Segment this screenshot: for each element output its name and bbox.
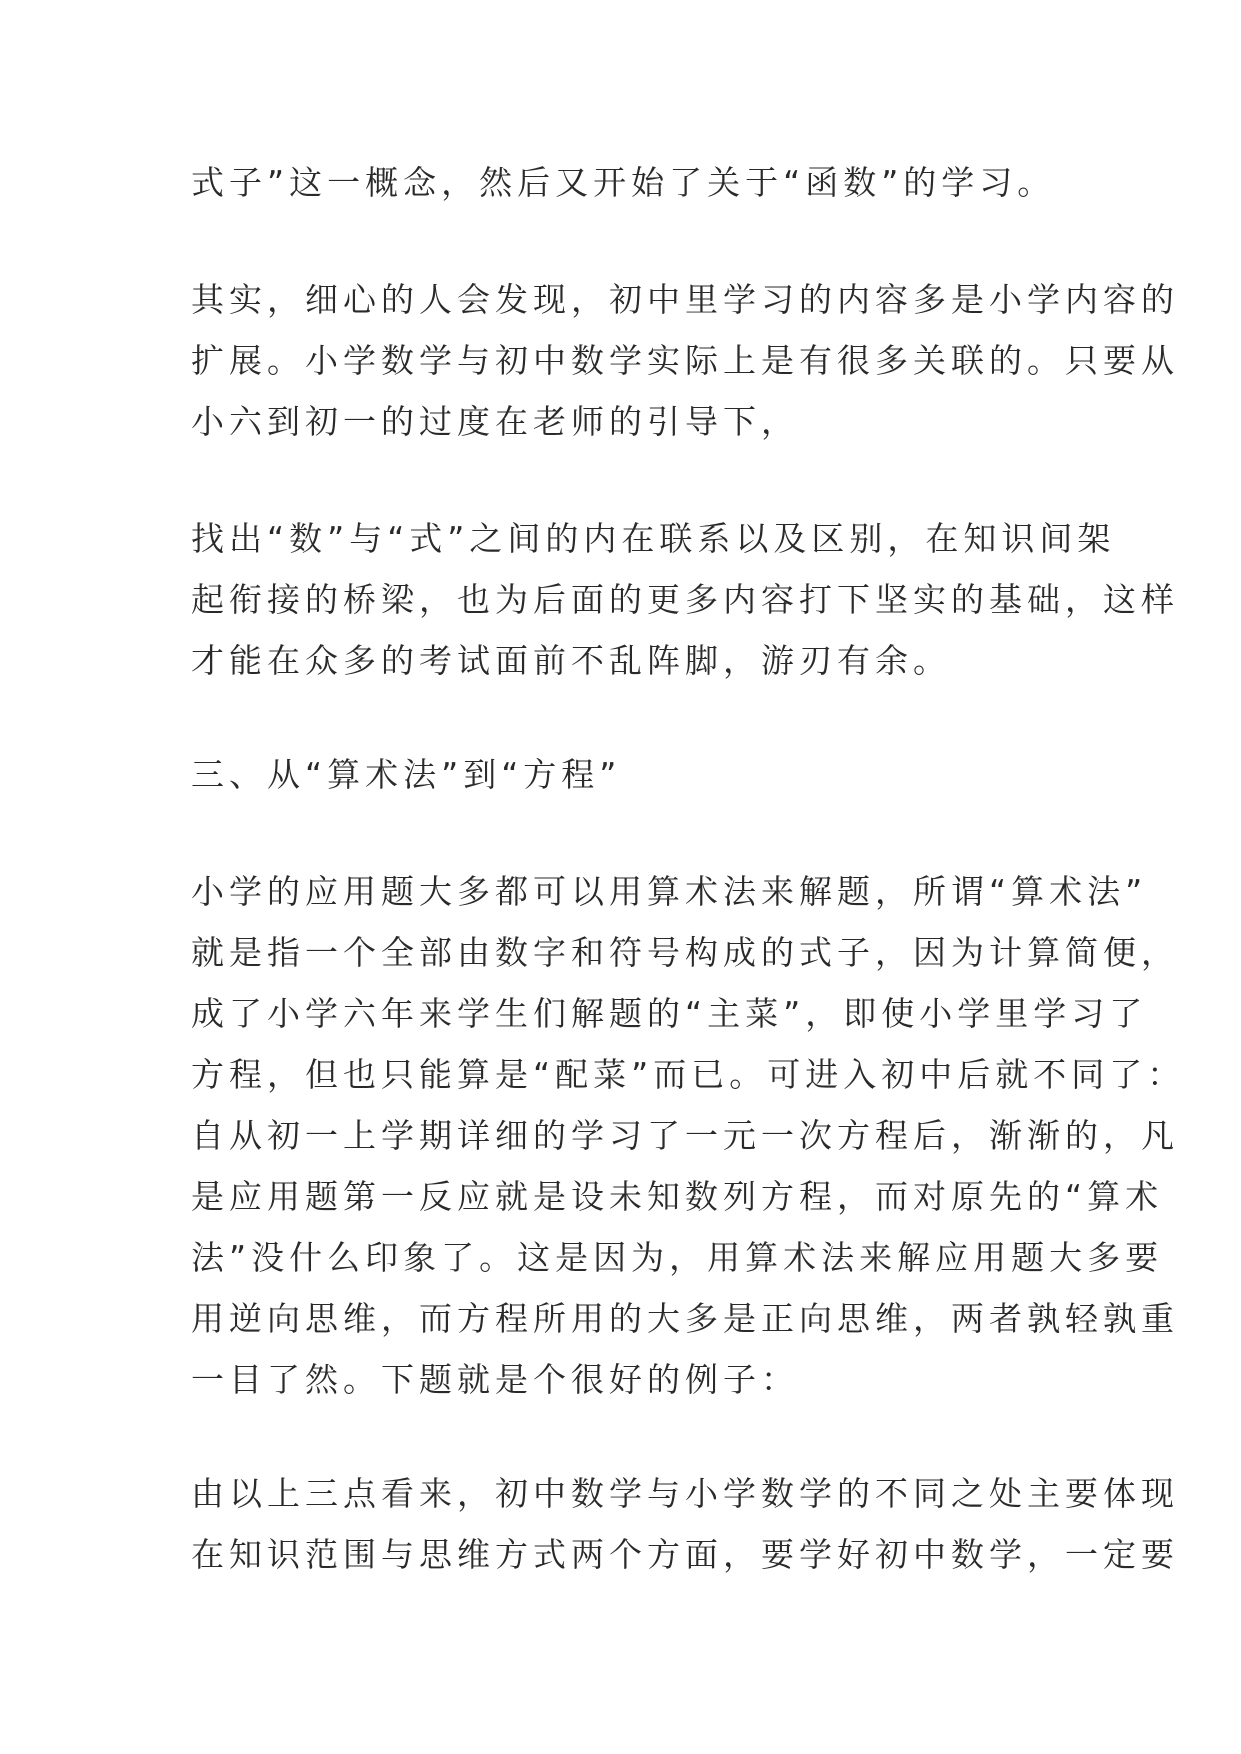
text-line: 是应用题第一反应就是设未知数列方程，而对原先的“算术 [191,1177,1164,1216]
paragraph-conclusion [191,1463,1179,1585]
text-line: 方程，但也只能算是“配菜”而已。可进入初中后就不同了： [191,1055,1186,1094]
text-line: 用逆向思维，而方程所用的大多是正向思维，两者孰轻孰重 [191,1299,1179,1338]
text-line: 法”没什么印象了。这是因为，用算术法来解应用题大多要 [191,1238,1164,1277]
text-line: 找出“数”与“式”之间的内在联系以及区别，在知识间架 [191,519,1116,558]
text-line: 就是指一个全部由数字和符号构成的式子，因为计算简便， [191,933,1179,972]
paragraph-number-and-expression [191,508,1179,691]
paragraph-continuation [191,152,1071,213]
text-line: 小学的应用题大多都可以用算术法来解题，所谓“算术法” [191,872,1148,911]
paragraph-arithmetic-vs-equation [191,861,1186,1410]
paragraph-content-extension [191,269,1179,452]
section-heading [191,744,1071,805]
text-line: 在知识范围与思维方式两个方面，要学好初中数学，一定要 [191,1535,1179,1574]
text-line: 一目了然。下题就是个很好的例子： [191,1360,799,1399]
text-line: 小六到初一的过度在老师的引导下， [191,402,799,441]
text-line: 式子”这一概念，然后又开始了关于“函数”的学习。 [191,163,1056,202]
text-line: 才能在众多的考试面前不乱阵脚，游刃有余。 [191,641,951,680]
heading-text: 三、从“算术法”到“方程” [191,755,622,794]
text-line: 其实，细心的人会发现，初中里学习的内容多是小学内容的 [191,280,1179,319]
text-line: 自从初一上学期详细的学习了一元一次方程后，渐渐的，凡 [191,1116,1179,1155]
text-line: 由以上三点看来，初中数学与小学数学的不同之处主要体现 [191,1474,1179,1513]
text-line: 扩展。小学数学与初中数学实际上是有很多关联的。只要从 [191,341,1179,380]
text-line: 成了小学六年来学生们解题的“主菜”，即使小学里学习了 [191,994,1148,1033]
text-line: 起衔接的桥梁，也为后面的更多内容打下坚实的基础，这样 [191,580,1179,619]
